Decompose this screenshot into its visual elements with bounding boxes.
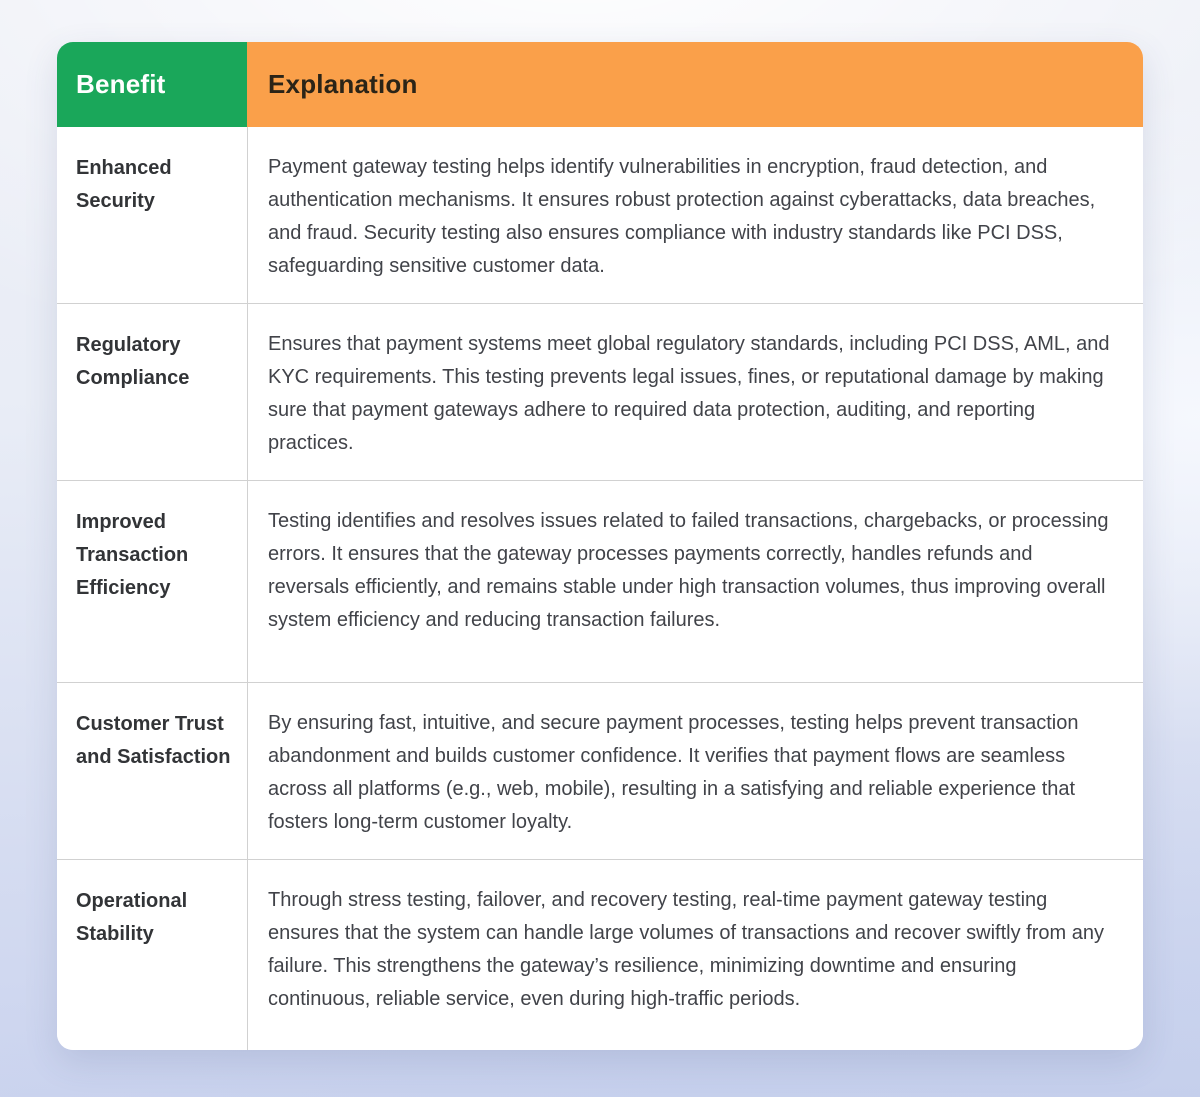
explanation-cell-customer-trust-and-satisfaction: By ensuring fast, intuitive, and secure payment processes, testing helps prevent transaction abandonment and builds customer confidence. It verifies that payment flows are seamless across all platforms (e.g., web, mobile), resulting in a satisfying and reliable experience that fosters long-term customer loyalty. bbox=[247, 683, 1143, 859]
explanation-cell-improved-transaction-efficiency: Testing identifies and resolves issues related to failed transactions, chargebacks, or processing errors. It ensures that the gateway processes payments correctly, handles refunds and reversals efficiently, and remains stable under high transaction volumes, thus improving overall system efficiency and reducing transaction failures. bbox=[247, 481, 1143, 682]
explanation-cell-enhanced-security: Payment gateway testing helps identify vulnerabilities in encryption, fraud detection, and authentication mechanisms. It ensures robust protection against cyberattacks, data breaches, and fraud. Security testing also ensures compliance with industry standards like PCI DSS, safeguarding sensitive customer data. bbox=[247, 127, 1143, 303]
benefit-cell-regulatory-compliance: Regulatory Compliance bbox=[76, 334, 190, 389]
explanation-column-header: Explanation bbox=[247, 42, 1143, 127]
benefit-cell-enhanced-security: Enhanced Security bbox=[76, 157, 172, 212]
table-row bbox=[57, 480, 1143, 682]
benefits-table bbox=[57, 42, 1143, 1050]
explanation-cell-operational-stability: Through stress testing, failover, and recovery testing, real-time payment gateway testing ensures that the system can handle large volumes of transactions and recover swiftly from any failure. This strengthens the gateway’s resilience, minimizing downtime and ensuring continuous, reliable service, even during high-traffic periods. bbox=[247, 860, 1143, 1050]
benefit-column-header: Benefit bbox=[57, 42, 247, 127]
table-row bbox=[57, 682, 1143, 859]
explanation-cell-regulatory-compliance: Ensures that payment systems meet global regulatory standards, including PCI DSS, AML, and KYC requirements. This testing prevents legal issues, fines, or reputational damage by making sure that payment gateways adhere to required data protection, auditing, and reporting practices. bbox=[247, 304, 1143, 480]
table-body bbox=[57, 127, 1143, 1050]
benefit-cell-customer-trust-and-satisfaction: Customer Trust and Satisfaction bbox=[76, 713, 231, 768]
table-header-row bbox=[57, 42, 1143, 127]
table-row bbox=[57, 303, 1143, 480]
table-row bbox=[57, 127, 1143, 303]
benefit-cell-operational-stability: Operational Stability bbox=[76, 890, 188, 945]
table-row bbox=[57, 859, 1143, 1050]
benefit-cell-improved-transaction-efficiency: Improved Transaction Efficiency bbox=[76, 511, 189, 599]
